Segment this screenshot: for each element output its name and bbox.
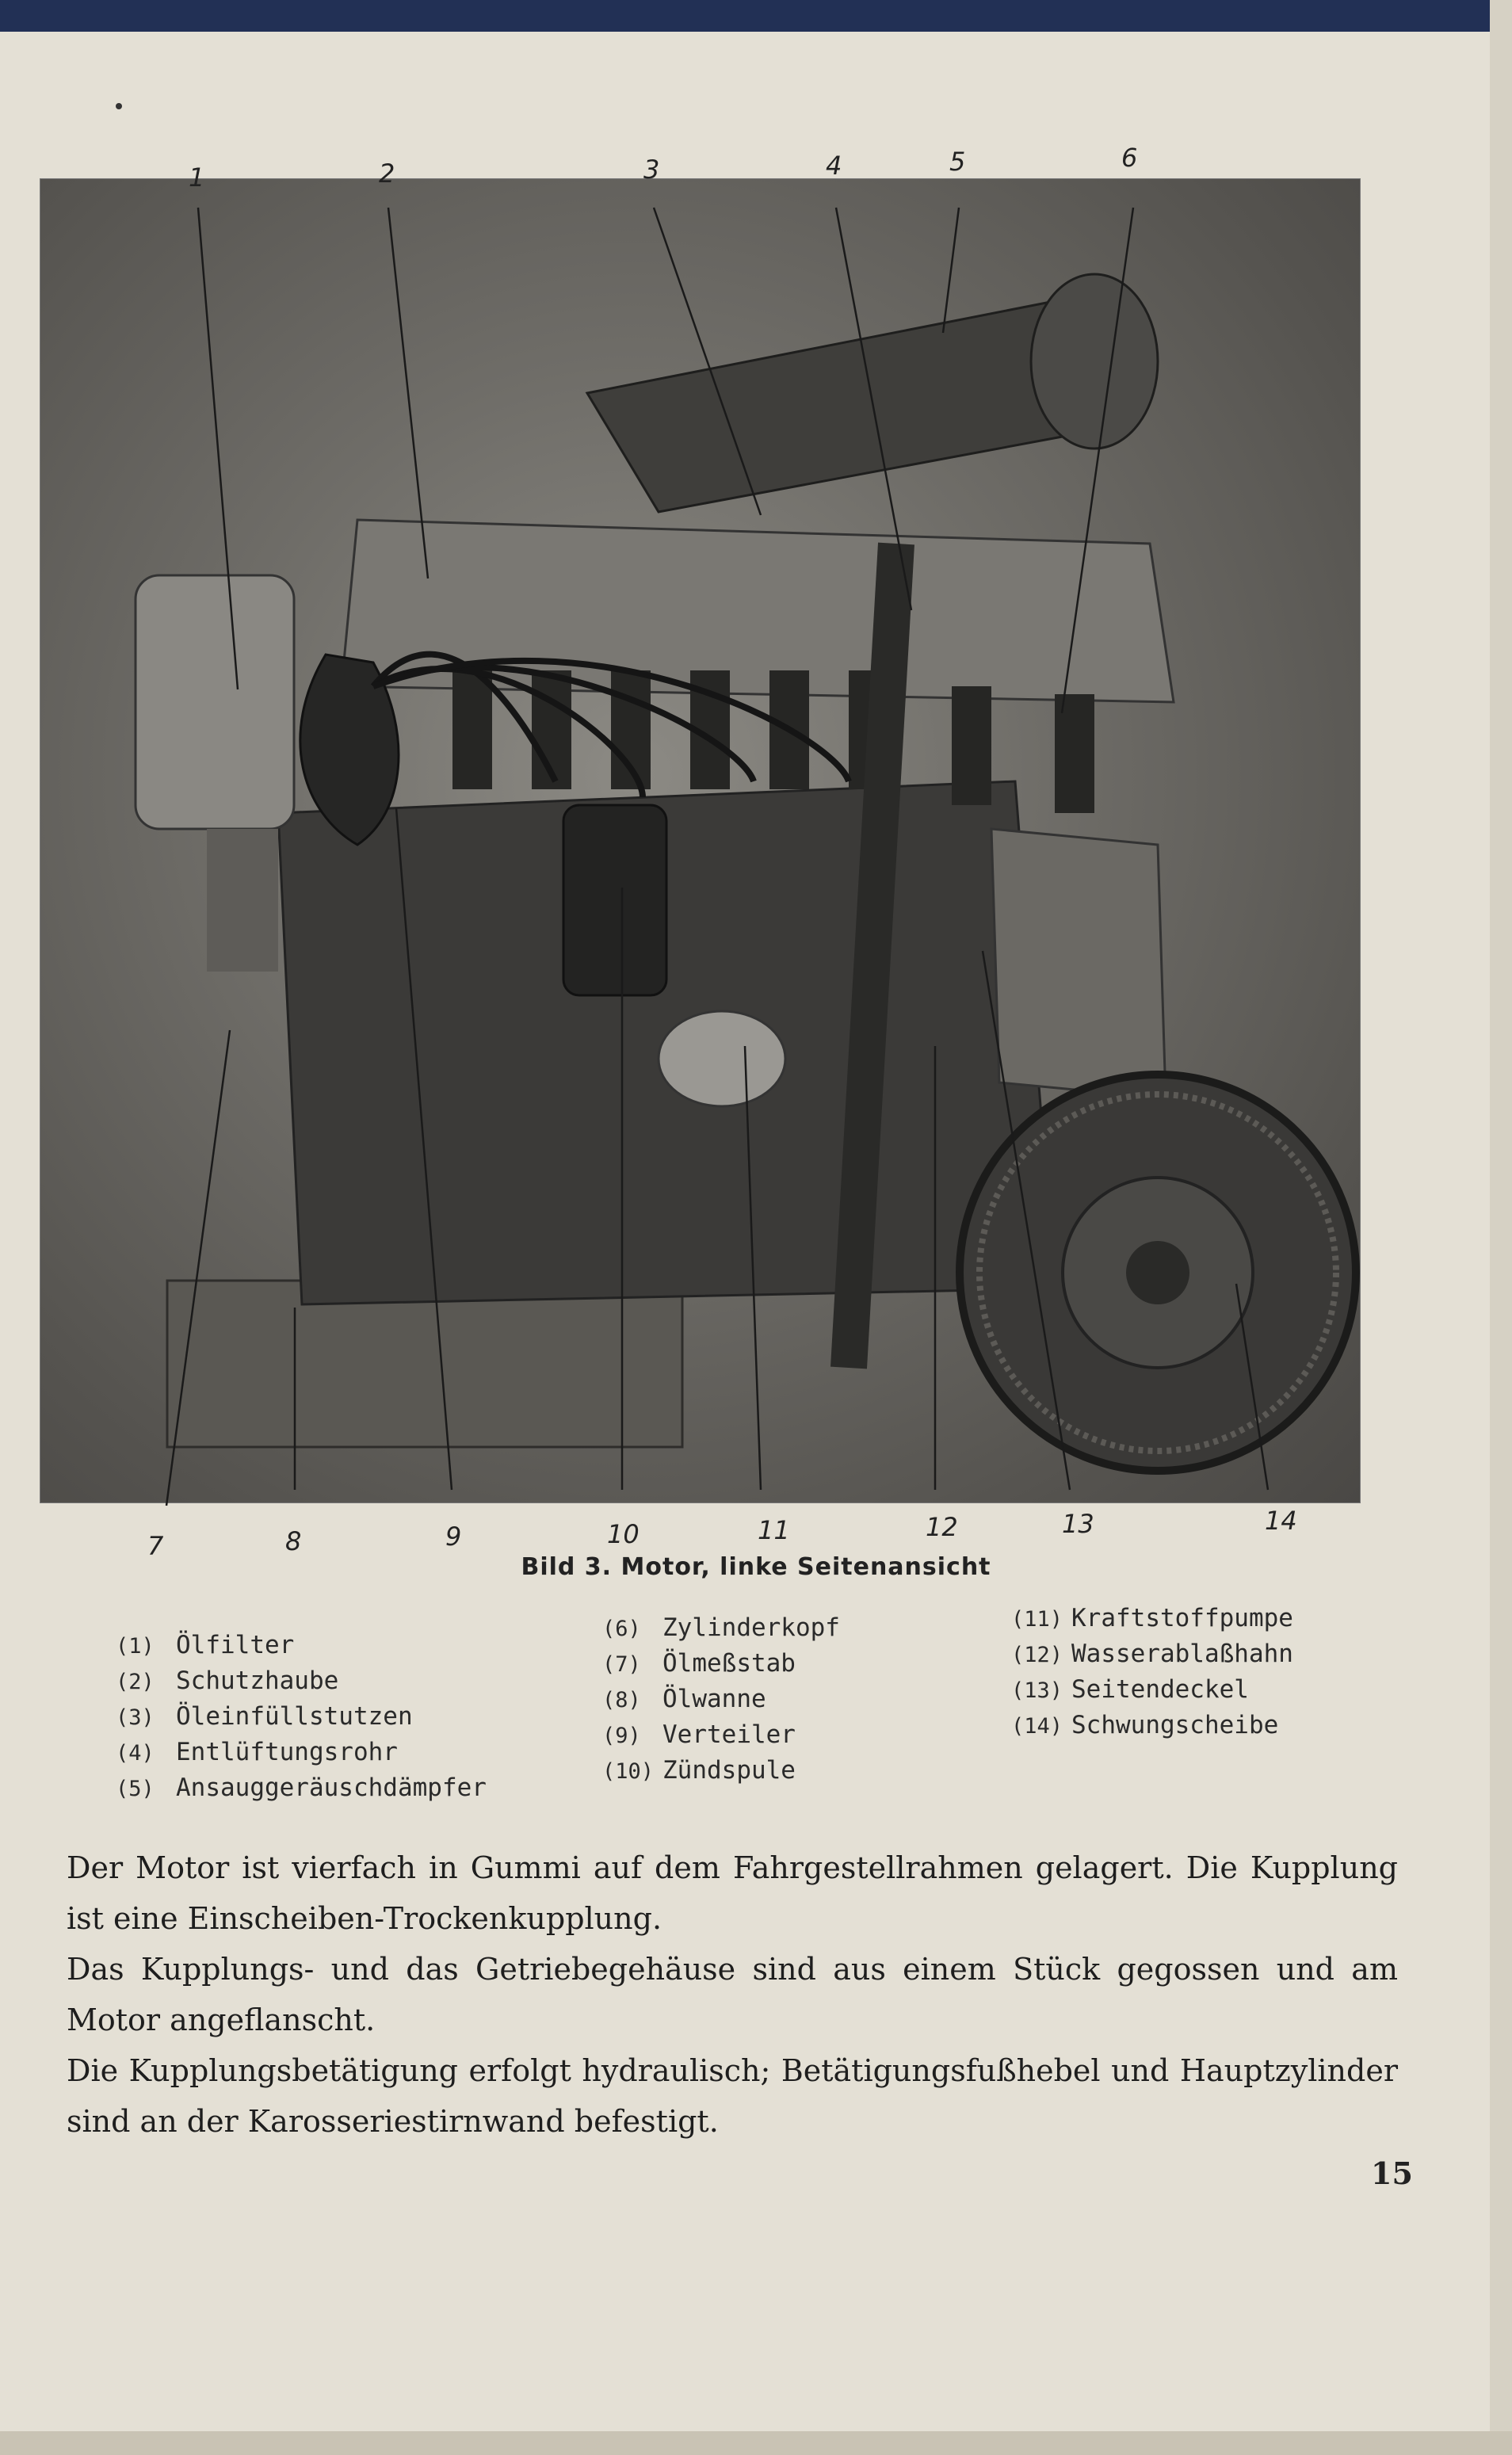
callout-7: 7 [147, 1531, 164, 1561]
legend-item [1011, 1604, 1293, 1640]
legend-column-1 [116, 1631, 487, 1809]
legend-number: (4) [116, 1741, 155, 1766]
callout-6: 6 [1121, 143, 1138, 173]
page-edge-top [0, 0, 1512, 32]
callout-13: 13 [1062, 1509, 1094, 1539]
legend-label: Schwungscheibe [1071, 1711, 1279, 1739]
body-text [67, 1842, 1398, 2147]
callout-9: 9 [445, 1521, 462, 1552]
legend-label: Wasserablaßhahn [1071, 1640, 1293, 1668]
legend-number: (13) [1011, 1678, 1063, 1703]
ignition-coil-shape [563, 805, 666, 995]
callout-4: 4 [826, 151, 842, 181]
legend-label: Kraftstoffpumpe [1071, 1604, 1293, 1632]
callout-14: 14 [1265, 1506, 1297, 1536]
page-edge-right [1490, 0, 1512, 2455]
legend-label: Öleinfüllstutzen [176, 1702, 413, 1731]
legend-number: (5) [116, 1777, 155, 1801]
legend-label: Zylinderkopf [662, 1613, 840, 1642]
paragraph-1: Der Motor ist vierfach in Gummi auf dem Fahrgestellrahmen gelagert. Die Kupplung ist eine Einscheiben-Trockenkupplung. [67, 1850, 1398, 1936]
legend-number: (12) [1011, 1643, 1063, 1667]
legend-item [602, 1613, 840, 1649]
legend-item [602, 1649, 840, 1685]
legend-item [116, 1773, 487, 1809]
legend-number: (10) [602, 1759, 655, 1784]
legend-label: Zündspule [662, 1756, 796, 1785]
legend-number: (14) [1011, 1714, 1063, 1739]
page-edge-bottom [0, 2431, 1512, 2455]
legend-column-3 [1011, 1604, 1293, 1747]
callout-2: 2 [379, 158, 395, 189]
legend-number: (6) [602, 1617, 641, 1641]
flywheel-shape [960, 1075, 1356, 1471]
legend-number: (3) [116, 1705, 155, 1730]
legend-item [602, 1720, 840, 1756]
legend-item [602, 1685, 840, 1720]
callout-8: 8 [285, 1526, 302, 1556]
legend-number: (1) [116, 1634, 155, 1659]
legend-label: Ölfilter [176, 1631, 295, 1659]
legend-item [602, 1756, 840, 1792]
legend-label: Entlüftungsrohr [176, 1738, 398, 1766]
legend-item [1011, 1640, 1293, 1675]
callout-1: 1 [189, 162, 205, 193]
legend-number: (7) [602, 1652, 641, 1677]
legend-item [1011, 1711, 1293, 1747]
paragraph-2: Das Kupplungs- und das Getriebegehäuse sind aus einem Stück gegossen und am Motor angeflanscht. [67, 1952, 1398, 2037]
legend-label: Seitendeckel [1071, 1675, 1249, 1704]
oil-pan-shape [167, 1281, 682, 1447]
legend-number: (8) [602, 1688, 641, 1712]
legend-label: Ansauggeräuschdämpfer [176, 1773, 487, 1802]
legend-item [116, 1702, 487, 1738]
legend-number: (11) [1011, 1607, 1063, 1632]
side-cover-shape [991, 829, 1166, 1098]
callout-11: 11 [758, 1515, 790, 1545]
legend-item [116, 1667, 487, 1702]
callout-3: 3 [643, 155, 660, 185]
legend-label: Ölwanne [662, 1685, 766, 1713]
legend-item [116, 1631, 487, 1667]
ink-dot [116, 103, 122, 109]
figure-caption: Bild 3. Motor, linke Seitenansicht [521, 1553, 991, 1581]
legend-label: Ölmeßstab [662, 1649, 796, 1678]
callout-12: 12 [926, 1512, 958, 1542]
oil-filter-shape [136, 575, 294, 972]
paragraph-3: Die Kupplungsbetätigung erfolgt hydraulisch; Betätigungsfußhebel und Hauptzylinder sind an der Karosseriestirnwand befestigt. [67, 2053, 1398, 2139]
callout-10: 10 [607, 1519, 640, 1549]
engine-illustration [40, 179, 1360, 1502]
legend-item [116, 1738, 487, 1773]
page-number: 15 [1371, 2155, 1413, 2191]
engine-photo [40, 178, 1361, 1503]
fuel-pump-shape [659, 1011, 785, 1106]
legend-number: (9) [602, 1724, 641, 1748]
legend-label: Schutzhaube [176, 1667, 339, 1695]
legend-label: Verteiler [662, 1720, 796, 1749]
legend-column-2 [602, 1613, 840, 1792]
legend-number: (2) [116, 1670, 155, 1694]
intake-silencer-shape [587, 274, 1158, 512]
legend-item [1011, 1675, 1293, 1711]
callout-5: 5 [949, 147, 966, 177]
